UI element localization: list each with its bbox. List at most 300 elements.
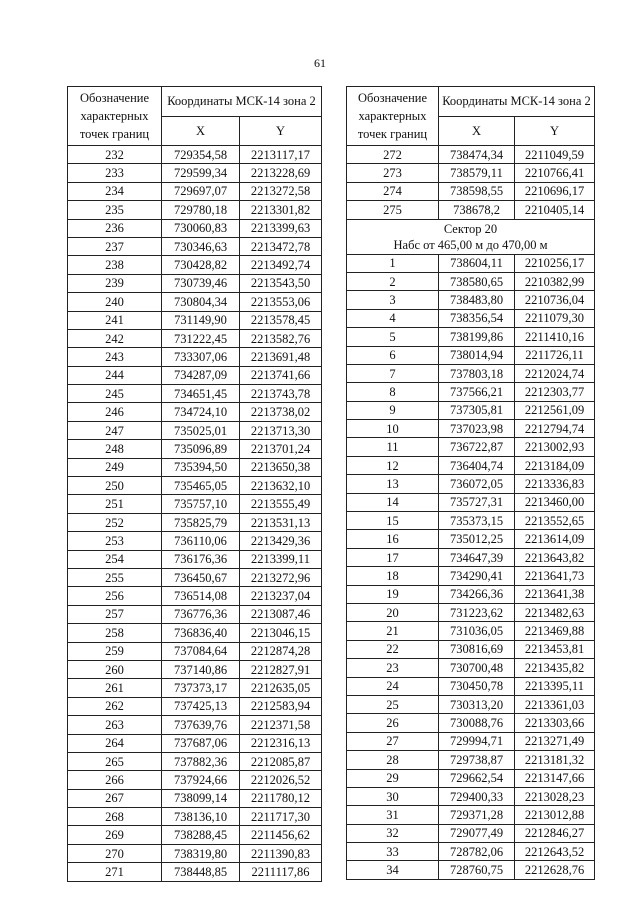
table-row	[347, 769, 595, 787]
sector-title-cell	[347, 219, 595, 254]
x-coordinate-cell: 738580,65	[439, 272, 515, 290]
y-coordinate-cell: 2213643,82	[515, 548, 595, 566]
point-name-cell: 14	[347, 493, 439, 511]
table-row	[68, 219, 322, 237]
point-name-cell: 249	[68, 458, 162, 476]
table-row	[68, 532, 322, 550]
point-name-cell: 234	[68, 182, 162, 200]
y-coordinate-cell: 2213301,82	[240, 201, 322, 219]
point-name-cell: 25	[347, 695, 439, 713]
table-row	[347, 201, 595, 219]
point-name-cell: 271	[68, 863, 162, 881]
point-name-cell: 251	[68, 495, 162, 513]
table-row	[347, 438, 595, 456]
x-coordinate-cell: 729780,18	[162, 201, 240, 219]
y-coordinate-cell: 2213553,06	[240, 293, 322, 311]
x-coordinate-cell: 736176,36	[162, 550, 240, 568]
x-coordinate-cell: 735394,50	[162, 458, 240, 476]
point-name-cell: 19	[347, 585, 439, 603]
table-row	[68, 587, 322, 605]
x-coordinate-cell: 731223,62	[439, 603, 515, 621]
y-coordinate-cell: 2213582,76	[240, 329, 322, 347]
x-coordinate-cell: 738099,14	[162, 789, 240, 807]
table-row	[68, 513, 322, 531]
table-row	[347, 843, 595, 861]
x-coordinate-cell: 737566,21	[439, 383, 515, 401]
x-coordinate-cell: 737687,06	[162, 734, 240, 752]
y-coordinate-cell: 2213395,11	[515, 677, 595, 695]
point-name-cell: 28	[347, 751, 439, 769]
column-header-coordinates: Координаты МСК-14 зона 2	[439, 87, 595, 117]
y-coordinate-cell: 2213641,73	[515, 567, 595, 585]
table-row	[68, 164, 322, 182]
x-coordinate-cell: 729400,33	[439, 787, 515, 805]
x-coordinate-cell: 738598,55	[439, 182, 515, 200]
table-row	[68, 752, 322, 770]
x-coordinate-cell: 737425,13	[162, 697, 240, 715]
point-name-cell: 5	[347, 328, 439, 346]
y-coordinate-cell: 2213012,88	[515, 806, 595, 824]
table-row	[347, 475, 595, 493]
y-coordinate-cell: 2213399,63	[240, 219, 322, 237]
point-name-cell: 15	[347, 512, 439, 530]
table-row	[347, 585, 595, 603]
table-row	[347, 732, 595, 750]
x-coordinate-cell: 737084,64	[162, 642, 240, 660]
x-coordinate-cell: 730739,46	[162, 274, 240, 292]
y-coordinate-cell: 2213272,96	[240, 568, 322, 586]
point-name-cell: 31	[347, 806, 439, 824]
point-name-cell: 242	[68, 329, 162, 347]
point-name-cell: 274	[347, 182, 439, 200]
x-coordinate-cell: 735825,79	[162, 513, 240, 531]
y-coordinate-cell: 2213552,65	[515, 512, 595, 530]
column-header-point-name: Обозначение характерных точек границ	[68, 87, 162, 146]
y-coordinate-cell: 2213271,49	[515, 732, 595, 750]
table-row	[68, 605, 322, 623]
y-coordinate-cell: 2213614,09	[515, 530, 595, 548]
point-name-cell: 264	[68, 734, 162, 752]
point-name-cell: 26	[347, 714, 439, 732]
point-name-cell: 11	[347, 438, 439, 456]
point-name-cell: 18	[347, 567, 439, 585]
y-coordinate-cell: 2211390,83	[240, 844, 322, 862]
x-coordinate-cell: 734266,36	[439, 585, 515, 603]
point-name-cell: 236	[68, 219, 162, 237]
y-coordinate-cell: 2213453,81	[515, 640, 595, 658]
table-row	[68, 366, 322, 384]
table-row	[68, 201, 322, 219]
table-body-right-after	[347, 254, 595, 879]
point-name-cell: 7	[347, 364, 439, 382]
x-coordinate-cell: 729371,28	[439, 806, 515, 824]
y-coordinate-cell: 2213492,74	[240, 256, 322, 274]
y-coordinate-cell: 2213738,02	[240, 403, 322, 421]
x-coordinate-cell: 730450,78	[439, 677, 515, 695]
y-coordinate-cell: 2213272,58	[240, 182, 322, 200]
x-coordinate-cell: 737639,76	[162, 716, 240, 734]
table-row	[347, 714, 595, 732]
y-coordinate-cell: 2213472,78	[240, 237, 322, 255]
table-row	[68, 844, 322, 862]
x-coordinate-cell: 738199,86	[439, 328, 515, 346]
column-header-x: X	[439, 116, 515, 146]
point-name-cell: 270	[68, 844, 162, 862]
x-coordinate-cell: 730804,34	[162, 293, 240, 311]
point-name-cell: 269	[68, 826, 162, 844]
x-coordinate-cell: 734647,39	[439, 548, 515, 566]
column-header-coordinates: Координаты МСК-14 зона 2	[162, 87, 322, 117]
y-coordinate-cell: 2213399,11	[240, 550, 322, 568]
y-coordinate-cell: 2213303,66	[515, 714, 595, 732]
point-name-cell: 272	[347, 146, 439, 164]
table-row	[347, 401, 595, 419]
point-name-cell: 32	[347, 824, 439, 842]
point-name-cell: 232	[68, 146, 162, 164]
y-coordinate-cell: 2211079,30	[515, 309, 595, 327]
point-name-cell: 252	[68, 513, 162, 531]
table-row	[347, 622, 595, 640]
y-coordinate-cell: 2213691,48	[240, 348, 322, 366]
point-name-cell: 12	[347, 456, 439, 474]
x-coordinate-cell: 736404,74	[439, 456, 515, 474]
x-coordinate-cell: 738448,85	[162, 863, 240, 881]
x-coordinate-cell: 735757,10	[162, 495, 240, 513]
point-name-cell: 33	[347, 843, 439, 861]
y-coordinate-cell: 2210405,14	[515, 201, 595, 219]
table-row	[347, 567, 595, 585]
x-coordinate-cell: 738474,34	[439, 146, 515, 164]
x-coordinate-cell: 737882,36	[162, 752, 240, 770]
x-coordinate-cell: 733307,06	[162, 348, 240, 366]
point-name-cell: 239	[68, 274, 162, 292]
x-coordinate-cell: 738356,54	[439, 309, 515, 327]
point-name-cell: 6	[347, 346, 439, 364]
table-row	[347, 456, 595, 474]
x-coordinate-cell: 729738,87	[439, 751, 515, 769]
point-name-cell: 275	[347, 201, 439, 219]
x-coordinate-cell: 729077,49	[439, 824, 515, 842]
table-row	[68, 568, 322, 586]
y-coordinate-cell: 2212024,74	[515, 364, 595, 382]
y-coordinate-cell: 2211117,86	[240, 863, 322, 881]
y-coordinate-cell: 2212561,09	[515, 401, 595, 419]
y-coordinate-cell: 2210766,41	[515, 164, 595, 182]
column-header-y: Y	[240, 116, 322, 146]
column-header-x: X	[162, 116, 240, 146]
point-name-cell: 34	[347, 861, 439, 879]
table-row	[68, 624, 322, 642]
y-coordinate-cell: 2212628,76	[515, 861, 595, 879]
table-row	[68, 771, 322, 789]
y-coordinate-cell: 2211410,16	[515, 328, 595, 346]
x-coordinate-cell: 734287,09	[162, 366, 240, 384]
table-row	[68, 329, 322, 347]
x-coordinate-cell: 729697,07	[162, 182, 240, 200]
point-name-cell: 29	[347, 769, 439, 787]
y-coordinate-cell: 2212026,52	[240, 771, 322, 789]
table-row	[68, 808, 322, 826]
table-row	[347, 659, 595, 677]
point-name-cell: 244	[68, 366, 162, 384]
x-coordinate-cell: 734651,45	[162, 385, 240, 403]
y-coordinate-cell: 2211456,62	[240, 826, 322, 844]
table-row	[347, 272, 595, 290]
point-name-cell: 261	[68, 679, 162, 697]
table-row	[347, 787, 595, 805]
table-row	[68, 789, 322, 807]
x-coordinate-cell: 735727,31	[439, 493, 515, 511]
y-coordinate-cell: 2213147,66	[515, 769, 595, 787]
table-row	[347, 640, 595, 658]
table-row	[68, 421, 322, 439]
table-row	[347, 603, 595, 621]
point-name-cell: 17	[347, 548, 439, 566]
table-row	[68, 697, 322, 715]
y-coordinate-cell: 2213713,30	[240, 421, 322, 439]
x-coordinate-cell: 730060,83	[162, 219, 240, 237]
y-coordinate-cell: 2211780,12	[240, 789, 322, 807]
point-name-cell: 256	[68, 587, 162, 605]
point-name-cell: 16	[347, 530, 439, 548]
page-number: 61	[314, 56, 326, 70]
y-coordinate-cell: 2213701,24	[240, 440, 322, 458]
coordinates-table-right	[346, 86, 595, 880]
point-name-cell: 13	[347, 475, 439, 493]
table-row	[68, 495, 322, 513]
table-row	[68, 385, 322, 403]
point-name-cell: 253	[68, 532, 162, 550]
point-name-cell: 263	[68, 716, 162, 734]
y-coordinate-cell: 2213429,36	[240, 532, 322, 550]
y-coordinate-cell: 2213641,38	[515, 585, 595, 603]
point-name-cell: 241	[68, 311, 162, 329]
table-row	[347, 512, 595, 530]
point-name-cell: 23	[347, 659, 439, 677]
y-coordinate-cell: 2210382,99	[515, 272, 595, 290]
y-coordinate-cell: 2211717,30	[240, 808, 322, 826]
point-name-cell: 235	[68, 201, 162, 219]
table-row	[68, 477, 322, 495]
table-row	[68, 826, 322, 844]
table-row	[347, 164, 595, 182]
point-name-cell: 9	[347, 401, 439, 419]
point-name-cell: 246	[68, 403, 162, 421]
point-name-cell: 243	[68, 348, 162, 366]
x-coordinate-cell: 738604,11	[439, 254, 515, 272]
x-coordinate-cell: 729354,58	[162, 146, 240, 164]
y-coordinate-cell: 2213028,23	[515, 787, 595, 805]
x-coordinate-cell: 738579,11	[439, 164, 515, 182]
x-coordinate-cell: 730346,63	[162, 237, 240, 255]
point-name-cell: 259	[68, 642, 162, 660]
y-coordinate-cell: 2213743,78	[240, 385, 322, 403]
point-name-cell: 268	[68, 808, 162, 826]
table-row	[347, 182, 595, 200]
point-name-cell: 266	[68, 771, 162, 789]
point-name-cell: 254	[68, 550, 162, 568]
y-coordinate-cell: 2212846,27	[515, 824, 595, 842]
x-coordinate-cell: 737023,98	[439, 420, 515, 438]
x-coordinate-cell: 738288,45	[162, 826, 240, 844]
x-coordinate-cell: 734290,41	[439, 567, 515, 585]
point-name-cell: 247	[68, 421, 162, 439]
x-coordinate-cell: 738678,2	[439, 201, 515, 219]
table-row	[68, 642, 322, 660]
x-coordinate-cell: 734724,10	[162, 403, 240, 421]
x-coordinate-cell: 731149,90	[162, 311, 240, 329]
y-coordinate-cell: 2213632,10	[240, 477, 322, 495]
point-name-cell: 10	[347, 420, 439, 438]
table-row	[347, 254, 595, 272]
table-row	[68, 734, 322, 752]
table-row	[68, 440, 322, 458]
x-coordinate-cell: 731036,05	[439, 622, 515, 640]
point-name-cell: 22	[347, 640, 439, 658]
point-name-cell: 260	[68, 660, 162, 678]
x-coordinate-cell: 736722,87	[439, 438, 515, 456]
table-row	[347, 806, 595, 824]
x-coordinate-cell: 730313,20	[439, 695, 515, 713]
point-name-cell: 257	[68, 605, 162, 623]
table-row	[347, 751, 595, 769]
y-coordinate-cell: 2213482,63	[515, 603, 595, 621]
table-row	[68, 679, 322, 697]
sector-subtitle: Набс от 465,00 м до 470,00 м	[393, 237, 548, 252]
y-coordinate-cell: 2213361,03	[515, 695, 595, 713]
y-coordinate-cell: 2213578,45	[240, 311, 322, 329]
table-body-right-before	[347, 146, 595, 220]
y-coordinate-cell: 2212316,13	[240, 734, 322, 752]
y-coordinate-cell: 2213228,69	[240, 164, 322, 182]
x-coordinate-cell: 737803,18	[439, 364, 515, 382]
x-coordinate-cell: 738483,80	[439, 291, 515, 309]
y-coordinate-cell: 2213543,50	[240, 274, 322, 292]
y-coordinate-cell: 2213650,38	[240, 458, 322, 476]
x-coordinate-cell: 735012,25	[439, 530, 515, 548]
y-coordinate-cell: 2212303,77	[515, 383, 595, 401]
table-row	[347, 493, 595, 511]
y-coordinate-cell: 2213555,49	[240, 495, 322, 513]
x-coordinate-cell: 735096,89	[162, 440, 240, 458]
table-row	[347, 677, 595, 695]
table-row	[68, 274, 322, 292]
y-coordinate-cell: 2212085,87	[240, 752, 322, 770]
table-row	[347, 824, 595, 842]
point-name-cell: 2	[347, 272, 439, 290]
point-name-cell: 24	[347, 677, 439, 695]
y-coordinate-cell: 2213741,66	[240, 366, 322, 384]
y-coordinate-cell: 2213531,13	[240, 513, 322, 531]
column-header-point-name: Обозначение характерных точек границ	[347, 87, 439, 146]
x-coordinate-cell: 728760,75	[439, 861, 515, 879]
y-coordinate-cell: 2212827,91	[240, 660, 322, 678]
point-name-cell: 1	[347, 254, 439, 272]
y-coordinate-cell: 2213460,00	[515, 493, 595, 511]
x-coordinate-cell: 736514,08	[162, 587, 240, 605]
point-name-cell: 4	[347, 309, 439, 327]
point-name-cell: 27	[347, 732, 439, 750]
table-row	[68, 403, 322, 421]
y-coordinate-cell: 2213469,88	[515, 622, 595, 640]
table-row	[68, 182, 322, 200]
x-coordinate-cell: 738014,94	[439, 346, 515, 364]
table-row	[347, 291, 595, 309]
table-row	[68, 863, 322, 881]
table-row	[68, 311, 322, 329]
table-row	[68, 660, 322, 678]
y-coordinate-cell: 2212874,28	[240, 642, 322, 660]
x-coordinate-cell: 730428,82	[162, 256, 240, 274]
point-name-cell: 258	[68, 624, 162, 642]
point-name-cell: 30	[347, 787, 439, 805]
x-coordinate-cell: 737305,81	[439, 401, 515, 419]
x-coordinate-cell: 736450,67	[162, 568, 240, 586]
table-row	[68, 293, 322, 311]
point-name-cell: 265	[68, 752, 162, 770]
y-coordinate-cell: 2213117,17	[240, 146, 322, 164]
point-name-cell: 273	[347, 164, 439, 182]
table-row	[68, 458, 322, 476]
x-coordinate-cell: 731222,45	[162, 329, 240, 347]
y-coordinate-cell: 2211049,59	[515, 146, 595, 164]
point-name-cell: 237	[68, 237, 162, 255]
sector-header	[347, 219, 595, 254]
x-coordinate-cell: 730700,48	[439, 659, 515, 677]
y-coordinate-cell: 2212794,74	[515, 420, 595, 438]
table-row	[68, 550, 322, 568]
table-row	[347, 548, 595, 566]
y-coordinate-cell: 2212635,05	[240, 679, 322, 697]
table-row	[347, 695, 595, 713]
y-coordinate-cell: 2213336,83	[515, 475, 595, 493]
y-coordinate-cell: 2210256,17	[515, 254, 595, 272]
point-name-cell: 8	[347, 383, 439, 401]
x-coordinate-cell: 737373,17	[162, 679, 240, 697]
y-coordinate-cell: 2212371,58	[240, 716, 322, 734]
x-coordinate-cell: 735465,05	[162, 477, 240, 495]
table-row	[68, 146, 322, 164]
y-coordinate-cell: 2213087,46	[240, 605, 322, 623]
y-coordinate-cell: 2213046,15	[240, 624, 322, 642]
point-name-cell: 240	[68, 293, 162, 311]
point-name-cell: 250	[68, 477, 162, 495]
point-name-cell: 255	[68, 568, 162, 586]
point-name-cell: 233	[68, 164, 162, 182]
point-name-cell: 20	[347, 603, 439, 621]
sector-title: Сектор 20	[443, 221, 498, 236]
y-coordinate-cell: 2211726,11	[515, 346, 595, 364]
x-coordinate-cell: 735025,01	[162, 421, 240, 439]
table-row	[68, 237, 322, 255]
x-coordinate-cell: 729662,54	[439, 769, 515, 787]
y-coordinate-cell: 2213002,93	[515, 438, 595, 456]
x-coordinate-cell: 736836,40	[162, 624, 240, 642]
point-name-cell: 267	[68, 789, 162, 807]
table-row	[347, 861, 595, 879]
x-coordinate-cell: 738319,80	[162, 844, 240, 862]
point-name-cell: 238	[68, 256, 162, 274]
x-coordinate-cell: 729994,71	[439, 732, 515, 750]
x-coordinate-cell: 735373,15	[439, 512, 515, 530]
point-name-cell: 21	[347, 622, 439, 640]
x-coordinate-cell: 730816,69	[439, 640, 515, 658]
y-coordinate-cell: 2213184,09	[515, 456, 595, 474]
table-row	[347, 346, 595, 364]
table-row	[347, 420, 595, 438]
coordinates-table-left	[67, 86, 322, 882]
table-row	[347, 364, 595, 382]
